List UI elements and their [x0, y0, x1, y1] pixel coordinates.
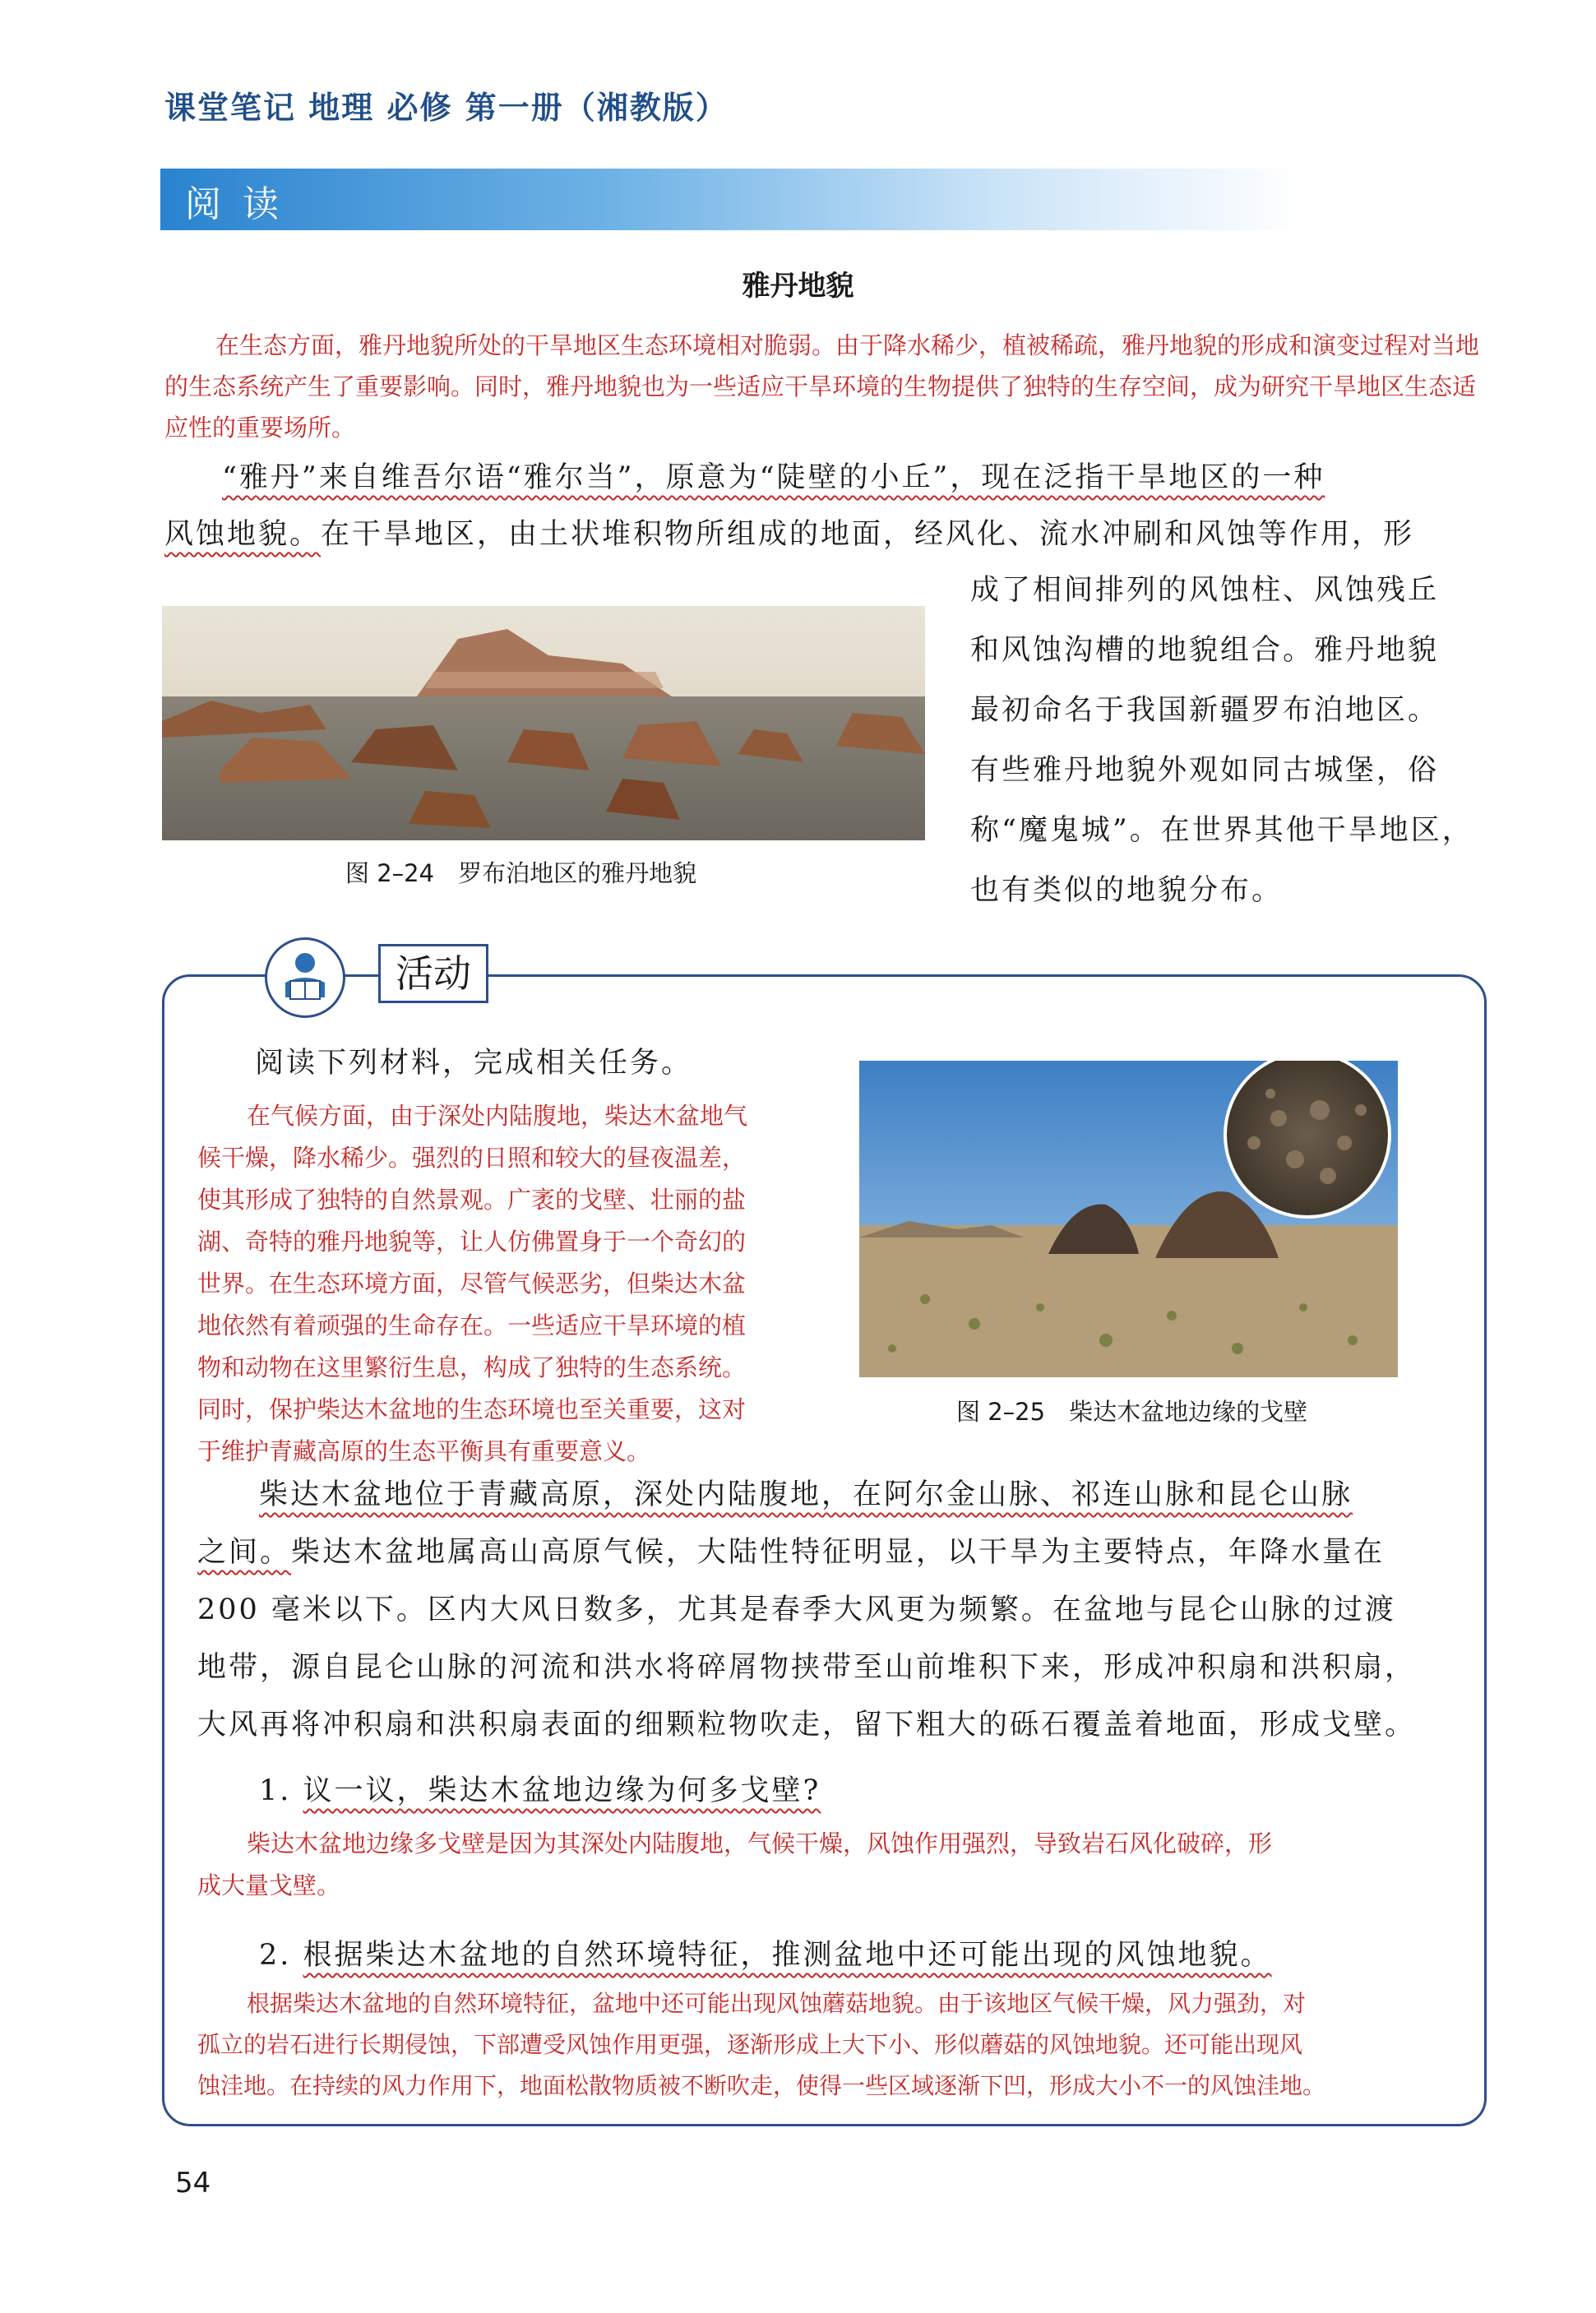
activity-badge: 活动 [378, 944, 488, 1003]
question-2-number: 2. [259, 1939, 292, 1972]
activity-red-line-7: 物和动物在这里繁衍生息，构成了独特的生态系统。 [197, 1353, 747, 1381]
reader-icon [265, 937, 345, 1018]
activity-para-line-3: 200 毫米以下。区内大风日数多，尤其是春季大风更为频繁。在盆地与昆仑山脉的过渡 [197, 1594, 1396, 1626]
article-line-2-underlined: 风蚀地貌。 [164, 518, 322, 551]
answer-2-line-1: 根据柴达木盆地的自然环境特征，盆地中还可能出现风蚀蘑菇地貌。由于该地区气候干燥，风力强劲，对 [247, 1990, 1307, 2017]
yardang-photo [162, 606, 925, 840]
question-1 [259, 1768, 821, 1809]
figure-2-25-caption: 图 2–25 柴达木盆地边缘的戈壁 [956, 1398, 1308, 1426]
question-2-text: 根据柴达木盆地的自然环境特征，推测盆地中还可能出现的风蚀地貌。 [303, 1939, 1272, 1972]
side-line-4: 有些雅丹地貌外观如同古城堡，俗 [970, 754, 1440, 787]
reading-section-bar [160, 169, 1303, 230]
figure-2-24-caption: 图 2–24 罗布泊地区的雅丹地貌 [345, 859, 697, 887]
reading-section-label: 阅读 [185, 183, 300, 225]
activity-red-line-2: 候干燥，降水稀少。强烈的日照和较大的昼夜温差， [197, 1144, 747, 1172]
gobi-photo [859, 1061, 1398, 1377]
book-header-title: 课堂笔记 地理 必修 第一册（湘教版） [164, 90, 729, 126]
article-line-1 [222, 455, 1325, 496]
side-line-1: 成了相间排列的风蚀柱、风蚀残丘 [970, 574, 1440, 607]
side-line-2: 和风蚀沟槽的地貌组合。雅丹地貌 [970, 634, 1440, 667]
article-title: 雅丹地貌 [742, 270, 854, 303]
question-1-number: 1. [259, 1774, 292, 1807]
activity-red-line-3: 使其形成了独特的自然景观。广袤的戈壁、壮丽的盐 [197, 1186, 747, 1214]
activity-red-line-8: 同时，保护柴达木盆地的生态环境也至关重要，这对 [197, 1395, 747, 1423]
activity-red-line-9: 于维护青藏高原的生态平衡具有重要意义。 [197, 1437, 651, 1465]
side-line-6: 也有类似的地貌分布。 [970, 874, 1284, 907]
answer-1-line-2: 成大量戈壁。 [197, 1871, 341, 1899]
activity-para-line-2 [197, 1529, 1385, 1571]
page-number: 54 [175, 2167, 211, 2200]
activity-para-line-1 [259, 1472, 1353, 1513]
side-line-5: 称“魔鬼城”。在世界其他干旱地区， [970, 814, 1473, 847]
question-2 [259, 1932, 1272, 1973]
activity-para-line-1-text: 柴达木盆地位于青藏高原，深处内陆腹地，在阿尔金山脉、祁连山脉和昆仑山脉 [259, 1478, 1353, 1511]
activity-red-line-5: 世界。在生态环境方面，尽管气候恶劣，但柴达木盆 [197, 1270, 747, 1298]
article-line-2 [164, 511, 1414, 553]
side-line-3: 最初命名于我国新疆罗布泊地区。 [970, 694, 1440, 727]
activity-para-line-2-rest: 柴达木盆地属高山高原气候，大陆性特征明显，以干旱为主要特点，年降水量在 [291, 1536, 1386, 1569]
activity-red-line-1: 在气候方面，由于深处内陆腹地，柴达木盆地气 [247, 1102, 748, 1130]
yardang-landscape-image [162, 606, 925, 840]
activity-para-line-4: 地带，源自昆仑山脉的河流和洪水将碎屑物挟带至山前堆积下来，形成冲积扇和洪积扇， [197, 1651, 1417, 1684]
activity-intro: 阅读下列材料，完成相关任务。 [255, 1047, 693, 1080]
activity-red-line-6: 地依然有着顽强的生命存在。一些适应干旱环境的植 [197, 1311, 747, 1339]
answer-2-line-2: 孤立的岩石进行长期侵蚀，下部遭受风蚀作用更强，逐渐形成上大下小、形似蘑菇的风蚀地貌。还可能出现风 [197, 2031, 1303, 2058]
answer-1-line-1: 柴达木盆地边缘多戈壁是因为其深处内陆腹地，气候干燥，风蚀作用强烈，导致岩石风化破碎，形 [247, 1830, 1273, 1857]
activity-para-line-5: 大风再将冲积扇和洪积扇表面的细颗粒物吹走，留下粗大的砾石覆盖着地面，形成戈壁。 [197, 1709, 1417, 1742]
gobi-landscape-image [859, 1061, 1398, 1377]
answer-2-line-3: 蚀洼地。在持续的风力作用下，地面松散物质被不断吹走，使得一些区域逐渐下凹，形成大小不一的风蚀洼地。 [197, 2072, 1326, 2099]
question-1-text: 议一议，柴达木盆地边缘为何多戈壁? [303, 1774, 821, 1807]
reading-person-icon [267, 940, 343, 1015]
article-line-2-rest: 在干旱地区，由土状堆积物所组成的地面，经风化、流水冲刷和风蚀等作用，形 [321, 518, 1415, 551]
handwritten-annotation-ecology: 在生态方面，雅丹地貌所处的干旱地区生态环境相对脆弱。由于降水稀少，植被稀疏，雅丹地貌的形成和演变过程对当地的生态系统产生了重要影响。同时，雅丹地貌也为一些适应干旱环境的生物提供了独特的生存空间，成为研究干旱地区生态适应性的重要场所。 [164, 331, 1480, 442]
article-line-1-text: “雅丹”来自维吾尔语“雅尔当”，原意为“陡壁的小丘”，现在泛指干旱地区的一种 [222, 461, 1325, 494]
activity-red-line-4: 湖、奇特的雅丹地貌等，让人仿佛置身于一个奇幻的 [197, 1228, 747, 1256]
activity-para-line-2-underlined: 之间。 [197, 1536, 292, 1569]
